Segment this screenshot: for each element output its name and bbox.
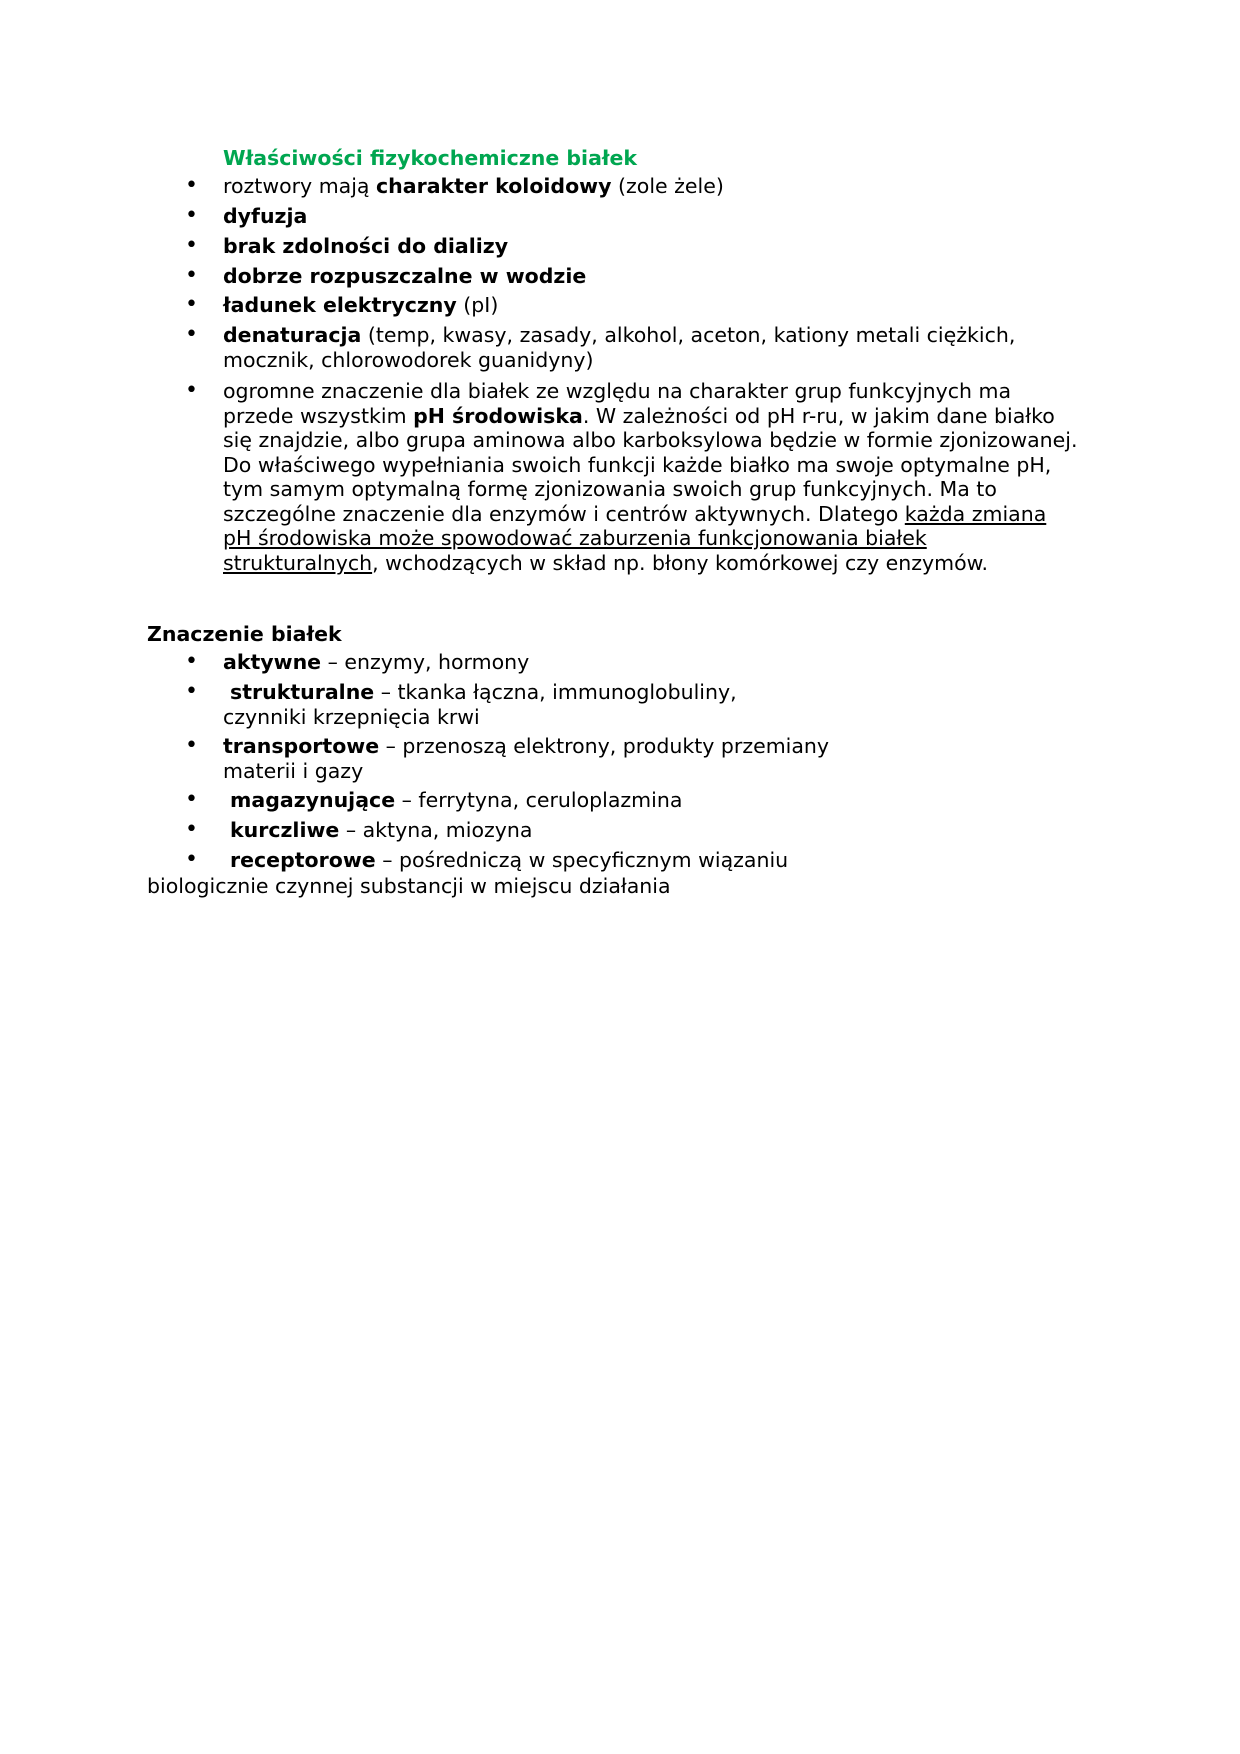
item-text: materii i gazy <box>223 758 364 783</box>
list-item-contractile <box>223 818 532 843</box>
bullet-icon: • <box>185 679 198 704</box>
list-item-dialysis <box>223 234 508 259</box>
list-item-storage <box>223 788 682 813</box>
bullet-icon: • <box>185 263 198 288</box>
item-text: (pI) <box>456 293 499 317</box>
item-text: – enzymy, hormony <box>321 650 530 674</box>
list-item-ph <box>223 379 1078 575</box>
bullet-icon: • <box>185 817 198 842</box>
bullet-icon: • <box>185 203 198 228</box>
list-item-charge <box>223 293 498 318</box>
item-text: (zole <box>611 174 675 198</box>
section-title-properties: Właściwości fizykochemiczne białek <box>223 146 638 170</box>
item-text: przede wszystkim <box>223 403 414 428</box>
item-text: ogromne znaczenie dla białek ze względu na charakter grup funkcyjnych ma <box>223 379 1012 403</box>
bullet-icon: • <box>185 322 198 347</box>
item-bold-text: brak zdolności do dializy <box>223 234 509 258</box>
item-text: – aktyna, miozyna <box>339 818 533 842</box>
item-text: roztwory mają <box>223 174 377 198</box>
section-title-significance: Znaczenie białek <box>147 622 342 646</box>
underlined-text: każda zmiana <box>904 501 1047 526</box>
item-bold-text: dyfuzja <box>223 204 308 228</box>
item-bold-text: kurczliwe <box>230 818 340 842</box>
item-bold-text: strukturalne <box>230 680 375 704</box>
bullet-icon: • <box>185 292 198 317</box>
bullet-icon: • <box>185 233 198 258</box>
item-bold-text: aktywne <box>223 650 322 674</box>
list-item-solubility <box>223 264 586 289</box>
item-bold-text: magazynujące <box>230 788 396 812</box>
item-bold-text: pH środowiska <box>413 403 583 428</box>
bullet-icon: • <box>185 378 198 403</box>
item-text: Do właściwego wypełniania swoich funkcji każde białko ma swoje optymalne pH, <box>223 452 1052 477</box>
item-text: się znajdzie, albo grupa aminowa albo karboksylowa będzie w formie zjonizowanej. <box>223 428 1078 452</box>
item-text: – pośredniczą w specyficznym wiązaniu <box>375 848 789 872</box>
list-item-receptor <box>223 848 788 873</box>
list-item-colloid <box>223 174 724 199</box>
underlined-text: pH środowiska może spowodować zaburzenia funkcjonowania białek <box>223 526 927 550</box>
bullet-icon: • <box>185 173 198 198</box>
item-text: mocznik, chlorowodorek guanidyny) <box>223 347 594 372</box>
item-text: czynniki krzepnięcia krwi <box>223 704 480 729</box>
list-item-active <box>223 650 529 675</box>
list-item-structural <box>223 680 737 729</box>
item-text: – ferrytyna, ceruloplazmina <box>395 788 683 812</box>
item-text: – przenoszą elektrony, produkty przemiany <box>379 734 830 758</box>
item-text: tym samym optymalną formę zjonizowania swoich grup funkcyjnych. Ma to <box>223 477 997 501</box>
item-bold-text: receptorowe <box>230 848 376 872</box>
bullet-icon: • <box>185 733 198 758</box>
item-bold-text: dobrze rozpuszczalne w wodzie <box>223 264 587 288</box>
item-text: , wchodzących w skład np. błony komórkowej czy enzymów. <box>372 550 989 575</box>
item-text: żele) <box>674 174 724 198</box>
item-text: . W zależności od pH r-ru, w jakim dane białko <box>582 403 1055 428</box>
bullet-icon: • <box>185 787 198 812</box>
item-bold-text: ładunek elektryczny <box>223 293 457 317</box>
list-item-transport <box>223 734 829 783</box>
bullet-icon: • <box>185 847 198 872</box>
list-item-diffusion <box>223 204 307 229</box>
item-bold-text: transportowe <box>223 734 380 758</box>
underlined-text: strukturalnych <box>223 550 373 575</box>
list-item-denaturation <box>223 323 1015 372</box>
item-text: szczególne znaczenie dla enzymów i centrów aktywnych. Dlatego <box>223 501 905 526</box>
item-bold-text: charakter koloidowy <box>376 174 612 198</box>
paragraph-continuation: biologicznie czynnej substancji w miejscu działania <box>147 874 671 898</box>
bullet-icon: • <box>185 649 198 674</box>
item-bold-text: denaturacja <box>223 323 362 347</box>
item-text: (temp, kwasy, zasady, alkohol, aceton, kationy metali ciężkich, <box>361 323 1016 347</box>
item-text: – tkanka łączna, immunoglobuliny, <box>374 680 737 704</box>
